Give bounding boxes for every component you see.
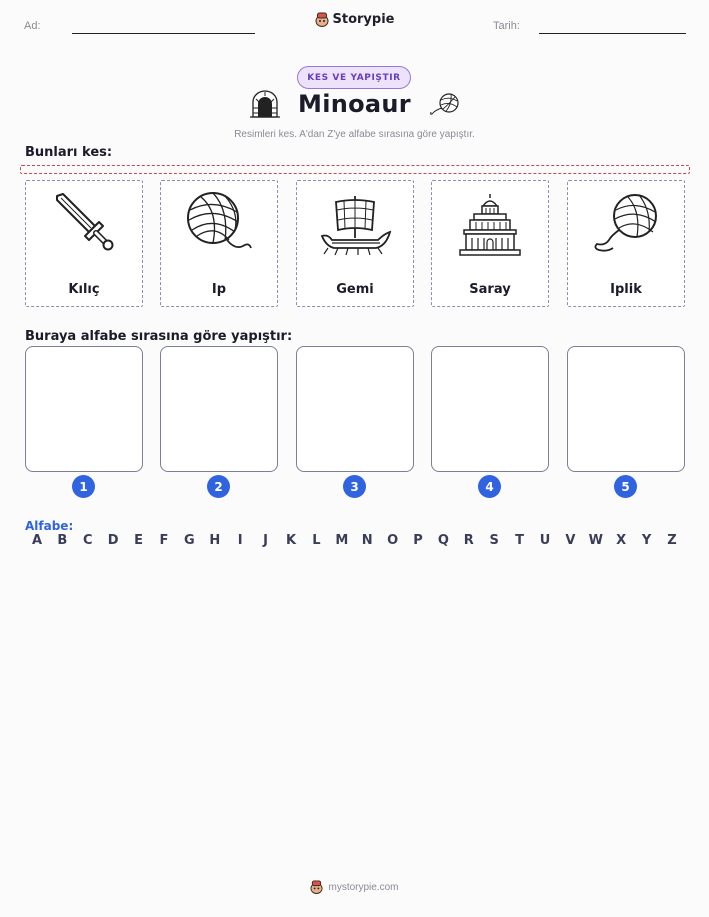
storypie-mascot-icon — [315, 12, 329, 27]
cut-word: Kılıç — [68, 282, 100, 297]
cut-word: Iplik — [610, 282, 642, 297]
alphabet-letter: B — [57, 533, 68, 548]
date-label: Tarih: — [493, 20, 520, 32]
alphabet-letter: Z — [667, 533, 677, 548]
name-line — [72, 33, 255, 34]
alphabet-letter: K — [285, 533, 297, 548]
instructions: Resimleri kes. A'dan Z'ye alfabe sırasına göre yapıştır. — [234, 129, 475, 140]
ship-icon — [318, 192, 392, 258]
paste-number-5: 5 — [614, 475, 637, 498]
alphabet-letter: A — [31, 533, 43, 548]
alphabet-letter: N — [361, 533, 373, 548]
alphabet-letter: P — [413, 533, 423, 548]
yarn-ball-icon — [183, 190, 255, 260]
alphabet-letter: F — [159, 533, 169, 548]
title-row — [0, 90, 709, 118]
alphabet-letter: T — [515, 533, 525, 548]
palace-icon — [458, 192, 522, 258]
yarn-ball-title-icon — [429, 92, 459, 116]
alphabet-letter: W — [588, 533, 603, 548]
alphabet-letter: C — [83, 533, 93, 548]
paste-box-2[interactable] — [160, 346, 278, 472]
alphabet-letter: G — [184, 533, 195, 548]
footer — [0, 880, 709, 894]
paste-box-1[interactable] — [25, 346, 143, 472]
paste-section-title: Buraya alfabe sırasına göre yapıştır: — [25, 329, 293, 344]
alphabet-letter: J — [263, 533, 269, 548]
cut-card-iplik[interactable] — [567, 180, 685, 307]
cut-word: Ip — [211, 282, 227, 297]
brand-name: Storypie — [332, 12, 395, 27]
cut-card-kilic[interactable] — [25, 180, 143, 307]
alphabet-letter: L — [312, 533, 321, 548]
paste-box-5[interactable] — [567, 346, 685, 472]
name-label: Ad: — [24, 20, 41, 32]
alphabet-letter: R — [463, 533, 474, 548]
alphabet-letter: Q — [437, 533, 449, 548]
sword-icon — [49, 190, 119, 260]
footer-site: mystorypie.com — [328, 881, 399, 893]
date-line — [539, 33, 686, 34]
alphabet-letter: V — [565, 533, 576, 548]
worksheet-title: Minoaur — [298, 90, 411, 118]
labyrinth-gate-icon — [250, 90, 280, 118]
paste-box-4[interactable] — [431, 346, 549, 472]
brand-logo — [0, 12, 709, 27]
paste-number-2: 2 — [207, 475, 230, 498]
paste-number-1: 1 — [72, 475, 95, 498]
cut-card-saray[interactable] — [431, 180, 549, 307]
activity-badge: KES VE YAPIŞTIR — [297, 66, 411, 89]
alphabet-letter: D — [107, 533, 119, 548]
alphabet-letter: I — [237, 533, 243, 548]
alphabet-letter: U — [539, 533, 551, 548]
alphabet-letter: O — [387, 533, 399, 548]
paste-number-3: 3 — [343, 475, 366, 498]
paste-boxes — [25, 346, 685, 501]
alphabet-letter: Y — [641, 533, 652, 548]
alphabet-letter: M — [335, 533, 349, 548]
storypie-mascot-icon — [310, 880, 323, 894]
cut-card-ip[interactable] — [160, 180, 278, 307]
cut-cards — [25, 180, 685, 307]
cut-word: Saray — [469, 282, 511, 297]
cut-word: Gemi — [336, 282, 374, 297]
cut-line — [20, 165, 690, 174]
cut-section-title: Bunları kes: — [25, 145, 113, 160]
alphabet-letter: H — [209, 533, 221, 548]
alphabet-letter: S — [489, 533, 499, 548]
paste-number-4: 4 — [478, 475, 501, 498]
alphabet-label: Alfabe: — [25, 519, 74, 533]
alphabet-row — [25, 533, 685, 551]
thread-ball-icon — [591, 192, 661, 258]
paste-box-3[interactable] — [296, 346, 414, 472]
alphabet-letter: E — [134, 533, 144, 548]
alphabet-letter: X — [616, 533, 627, 548]
cut-card-gemi[interactable] — [296, 180, 414, 307]
